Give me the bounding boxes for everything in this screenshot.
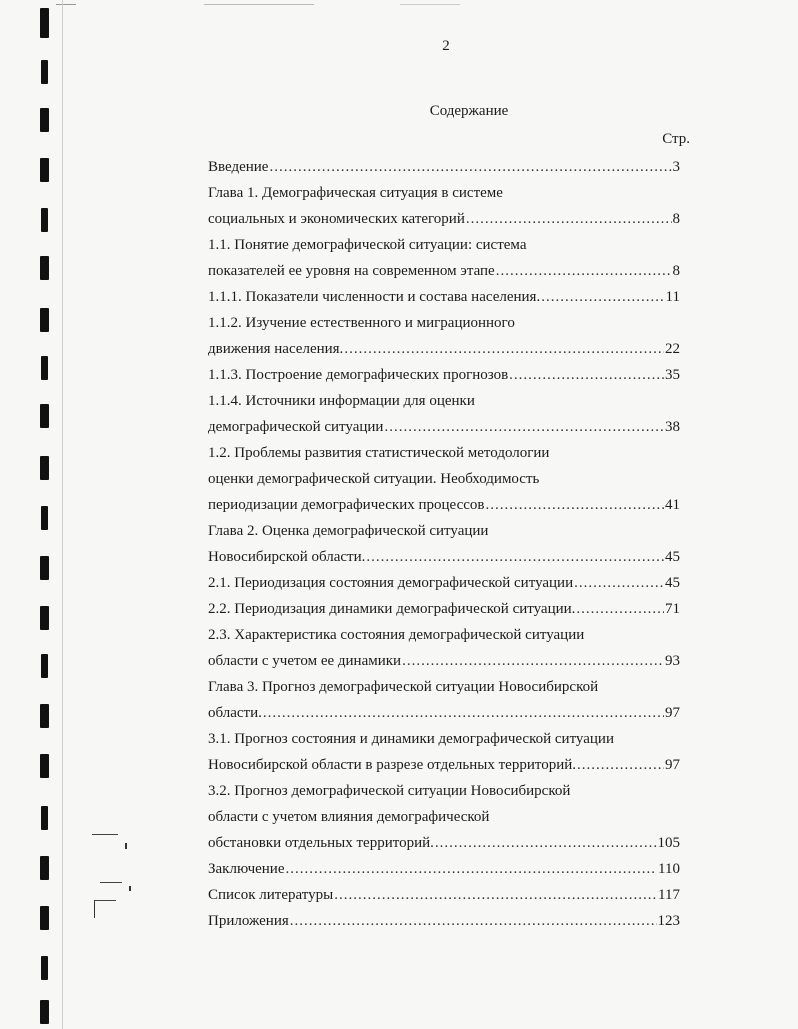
scribble-mark — [129, 886, 131, 891]
toc-entry — [208, 596, 680, 622]
dot-leader — [286, 856, 658, 882]
dot-leader — [402, 648, 664, 674]
dot-leader — [574, 570, 664, 596]
toc-entry-row — [208, 336, 680, 362]
scan-artifact-line — [204, 4, 314, 5]
binding-mark — [40, 704, 49, 728]
dot-leader — [435, 830, 657, 856]
dot-leader — [263, 700, 664, 726]
binding-mark — [41, 208, 48, 232]
toc-entry-row — [208, 570, 680, 596]
toc-entry-page: 11 — [665, 289, 680, 305]
binding-mark — [40, 256, 49, 280]
dot-leader — [485, 492, 664, 518]
dot-leader — [577, 752, 664, 778]
binding-mark — [41, 356, 48, 380]
toc-entry-text: оценки демографической ситуации. Необходимость — [208, 471, 540, 487]
scribble-mark — [94, 900, 116, 901]
scribble-mark — [92, 834, 118, 835]
toc-entry — [208, 518, 680, 570]
toc-entry-title: показателей ее уровня на современном этапе — [208, 263, 495, 279]
toc-entry — [208, 778, 680, 856]
binding-mark — [40, 606, 49, 630]
page-title: Содержание — [429, 103, 509, 119]
toc-entry-text: 2.3. Характеристика состояния демографической ситуации — [208, 627, 585, 643]
scribble-mark — [94, 900, 95, 918]
page-number: 2 — [442, 38, 450, 54]
toc-entry — [208, 908, 680, 934]
toc-entry-row — [208, 908, 680, 934]
toc-entry — [208, 310, 680, 362]
toc-entry-row — [208, 154, 680, 180]
dot-leader — [576, 596, 664, 622]
toc-entry-row — [208, 648, 680, 674]
toc-entry-row — [208, 856, 680, 882]
binding-mark — [40, 1000, 49, 1024]
toc-entry-row — [208, 596, 680, 622]
toc-entry-page: 45 — [665, 549, 680, 565]
toc-entry-text: 1.1.2. Изучение естественного и миграционного — [208, 315, 515, 331]
toc-entry-title: Новосибирской области в разрезе отдельных территорий. — [208, 757, 577, 773]
toc-entry-text: 1.2. Проблемы развития статистической методологии — [208, 445, 550, 461]
scan-artifact-line — [400, 4, 460, 5]
dot-leader — [290, 908, 657, 934]
toc-entry-title: обстановки отдельных территорий. — [208, 835, 434, 851]
page-edge-line — [62, 0, 63, 1029]
dot-leader — [344, 336, 664, 362]
toc-entry-title: Введение — [208, 159, 269, 175]
dot-leader — [541, 284, 664, 310]
binding-mark — [41, 654, 48, 678]
toc-entry-title: 2.2. Периодизация динамики демографической ситуации. — [208, 601, 576, 617]
toc-entry-page: 97 — [665, 705, 680, 721]
dot-leader — [269, 154, 671, 180]
binding-mark — [40, 856, 49, 880]
dot-leader — [466, 206, 672, 232]
toc-entry-page: 105 — [657, 835, 680, 851]
dot-leader — [384, 414, 664, 440]
binding-mark — [41, 506, 48, 530]
toc-entry-row — [208, 492, 680, 518]
toc-entry-row — [208, 414, 680, 440]
toc-entry-page: 41 — [665, 497, 680, 513]
toc-entry-page: 35 — [665, 367, 680, 383]
binding-mark — [40, 158, 49, 182]
toc-entry-text: 1.1.4. Источники информации для оценки — [208, 393, 475, 409]
toc-entry-title: Список литературы — [208, 887, 334, 903]
toc-entry-row — [208, 258, 680, 284]
toc-entry-page: 3 — [672, 159, 680, 175]
toc-entry — [208, 622, 680, 674]
toc-entry-page: 22 — [665, 341, 680, 357]
toc-entry-row — [208, 362, 680, 388]
toc-entry-page: 8 — [672, 263, 680, 279]
toc-entry-title: области. — [208, 705, 262, 721]
toc-entry-page: 8 — [672, 211, 680, 227]
toc-entry — [208, 570, 680, 596]
toc-entry-page: 110 — [658, 861, 680, 877]
toc-entry-page: 38 — [665, 419, 680, 435]
toc-entry-title: Приложения — [208, 913, 289, 929]
toc-entry-row — [208, 752, 680, 778]
binding-mark — [41, 60, 48, 84]
toc-entry-title: 1.1.3. Построение демографических прогнозов — [208, 367, 509, 383]
dot-leader — [509, 362, 664, 388]
scan-artifact-line — [56, 4, 76, 5]
toc-entry — [208, 388, 680, 440]
toc-entry-text: Глава 2. Оценка демографической ситуации — [208, 523, 489, 539]
binding-mark — [40, 8, 49, 38]
toc-entry-row — [208, 284, 680, 310]
binding-mark — [41, 806, 48, 830]
toc-entry-title: Новосибирской области. — [208, 549, 366, 565]
toc-entry-row — [208, 544, 680, 570]
page-column-label: Стр. — [662, 131, 690, 147]
toc-entry — [208, 180, 680, 232]
toc-entry-title: демографической ситуации — [208, 419, 384, 435]
toc-entry — [208, 154, 680, 180]
toc-entry-text: 3.2. Прогноз демографической ситуации Новосибирской — [208, 783, 571, 799]
scribble-mark — [125, 843, 127, 849]
toc-entry-title: периодизации демографических процессов — [208, 497, 485, 513]
toc-entry-text: области с учетом влияния демографической — [208, 809, 490, 825]
toc-entry-text: Глава 3. Прогноз демографической ситуации Новосибирской — [208, 679, 599, 695]
dot-leader — [366, 544, 664, 570]
dot-leader — [496, 258, 672, 284]
toc-entry-row — [208, 830, 680, 856]
binding-mark — [40, 556, 49, 580]
scribble-mark — [100, 882, 122, 883]
binding-mark — [41, 956, 48, 980]
toc-entry-text: 1.1. Понятие демографической ситуации: система — [208, 237, 527, 253]
toc-entry-title: Заключение — [208, 861, 285, 877]
toc-entry-title: социальных и экономических категорий — [208, 211, 465, 227]
toc-entry-page: 71 — [665, 601, 680, 617]
toc-entry-page: 123 — [657, 913, 680, 929]
toc-entry-page: 45 — [665, 575, 680, 591]
toc-entry — [208, 882, 680, 908]
toc-entry — [208, 726, 680, 778]
binding-mark — [40, 906, 49, 930]
binding-mark — [40, 456, 49, 480]
toc-entry-title: 2.1. Периодизация состояния демографической ситуации — [208, 575, 574, 591]
toc-entry-title: 1.1.1. Показатели численности и состава населения. — [208, 289, 541, 305]
toc-entry — [208, 856, 680, 882]
table-of-contents — [208, 154, 680, 934]
toc-entry-page: 97 — [665, 757, 680, 773]
toc-entry — [208, 284, 680, 310]
toc-entry-row — [208, 700, 680, 726]
binding-mark — [40, 308, 49, 332]
binding-mark — [40, 754, 49, 778]
toc-entry — [208, 674, 680, 726]
toc-entry-page: 93 — [665, 653, 680, 669]
toc-entry-text: Глава 1. Демографическая ситуация в системе — [208, 185, 503, 201]
toc-entry-row — [208, 206, 680, 232]
toc-entry-text: 3.1. Прогноз состояния и динамики демографической ситуации — [208, 731, 614, 747]
toc-entry-page: 117 — [658, 887, 680, 903]
binding-mark — [40, 404, 49, 428]
toc-entry — [208, 232, 680, 284]
toc-entry — [208, 362, 680, 388]
toc-entry-row — [208, 882, 680, 908]
toc-entry-title: движения населения. — [208, 341, 344, 357]
dot-leader — [334, 882, 657, 908]
toc-entry — [208, 440, 680, 518]
toc-entry-title: области с учетом ее динамики — [208, 653, 402, 669]
